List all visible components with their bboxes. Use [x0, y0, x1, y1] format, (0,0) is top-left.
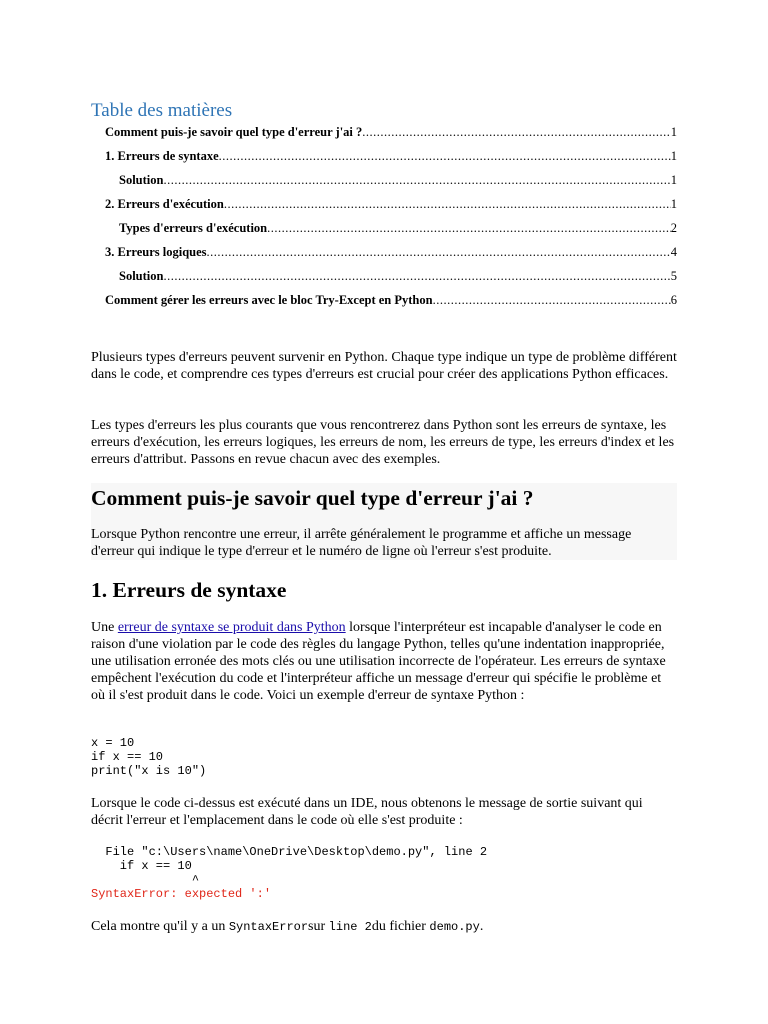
syntax-error-link[interactable]: erreur de syntaxe se produit dans Python	[117, 620, 346, 635]
toc-leader-dots	[267, 220, 671, 236]
toc-page-number: 1	[670, 149, 677, 163]
toc-page-number: 2	[670, 221, 677, 235]
text-run: lorsque l'interpréteur est incapable d'analyser le code en raison d'une violation par le code des règles du langage Python, telles qu'une indentation inappropriée, une utilisation erronée des mots clés ou une utilisation incorrecte de l'opérateur. Les erreurs de syntaxe empêchent l'exécution du code et l'interpréteur affiche un message d'erreur qui spécifie le problème et où il s'est produit dans le code. Voici un exemple d'erreur de syntaxe Python :	[91, 620, 666, 703]
inline-code-filename: demo.py	[429, 920, 480, 934]
toc-leader-dots	[219, 148, 671, 164]
section-heading-error-type: Comment puis-je savoir quel type d'erreur j'ai ?	[91, 486, 534, 510]
toc-leader-dots	[163, 268, 670, 284]
toc-leader-dots	[163, 172, 670, 188]
text-run: sur	[308, 919, 329, 934]
toc-title: Table des matières	[91, 100, 233, 121]
ide-output-paragraph: Lorsque le code ci-dessus est exécuté dans un IDE, nous obtenons le message de sortie suivant qui décrit l'erreur et l'emplacement dans le code où elle s'est produite :	[91, 796, 643, 828]
toc-page-number: 5	[670, 269, 677, 283]
text-run: du fichier	[371, 919, 430, 934]
toc-leader-dots	[433, 292, 671, 308]
traceback-text: File "c:\Users\name\OneDrive\Desktop\demo.py", line 2 if x == 10 ^	[105, 845, 488, 887]
toc-page-number: 1	[670, 197, 677, 211]
toc-entry[interactable]	[105, 244, 677, 260]
inline-code-line: line 2	[328, 920, 372, 934]
toc-entry-label: Solution	[119, 269, 164, 283]
toc-entry[interactable]	[119, 172, 677, 188]
toc-entry-label: 1. Erreurs de syntaxe	[105, 149, 219, 163]
conclusion-paragraph	[91, 918, 677, 936]
toc-leader-dots	[207, 244, 671, 260]
toc-entry[interactable]	[119, 268, 677, 284]
code-block-output	[91, 845, 487, 901]
toc-entry-label: Types d'erreurs d'exécution	[119, 221, 268, 235]
toc-page-number: 1	[670, 125, 677, 139]
section-paragraph-error-type: Lorsque Python rencontre une erreur, il arrête généralement le programme et affiche un message d'erreur qui indique le type d'erreur et le numéro de ligne où l'erreur s'est produite.	[91, 527, 632, 559]
toc-page-number: 4	[670, 245, 677, 259]
code-block-example: x = 10 if x == 10 print("x is 10")	[91, 736, 207, 778]
toc-entry[interactable]	[105, 148, 677, 164]
text-run: Cela montre qu'il y a un	[91, 919, 229, 934]
toc-page-number: 6	[670, 293, 677, 307]
syntax-errors-paragraph	[91, 619, 677, 704]
toc-entry-label: 3. Erreurs logiques	[105, 245, 207, 259]
intro-paragraph-1: Plusieurs types d'erreurs peuvent survenir en Python. Chaque type indique un type de problème différent dans le code, et comprendre ces types d'erreurs est crucial pour créer des applications Python efficaces.	[91, 350, 677, 382]
toc-leader-dots	[362, 124, 670, 140]
syntax-error-message: SyntaxError: expected ':'	[91, 887, 272, 901]
section-heading-syntax-errors: 1. Erreurs de syntaxe	[91, 578, 287, 602]
toc-entry[interactable]	[119, 220, 677, 236]
intro-paragraph-2: Les types d'erreurs les plus courants que vous rencontrerez dans Python sont les erreurs de syntaxe, les erreurs d'exécution, les erreurs logiques, les erreurs de nom, les erreurs de type, les erreurs d'index et les erreurs d'attribut. Passons en revue chacun avec des exemples.	[91, 418, 675, 467]
toc-page-number: 1	[670, 173, 677, 187]
toc-entry-label: Comment puis-je savoir quel type d'erreur j'ai ?	[105, 125, 363, 139]
toc-entry-label: 2. Erreurs d'exécution	[105, 197, 224, 211]
toc-entry[interactable]	[105, 124, 677, 140]
inline-code-syntaxerror: SyntaxError	[228, 920, 309, 934]
toc-entry-label: Solution	[119, 173, 164, 187]
toc-leader-dots	[224, 196, 671, 212]
toc-entry[interactable]	[105, 292, 677, 308]
text-run: Une	[91, 620, 118, 635]
toc-entry[interactable]	[105, 196, 677, 212]
toc-entry-label: Comment gérer les erreurs avec le bloc Try-Except en Python	[105, 293, 433, 307]
text-run: .	[479, 919, 484, 934]
